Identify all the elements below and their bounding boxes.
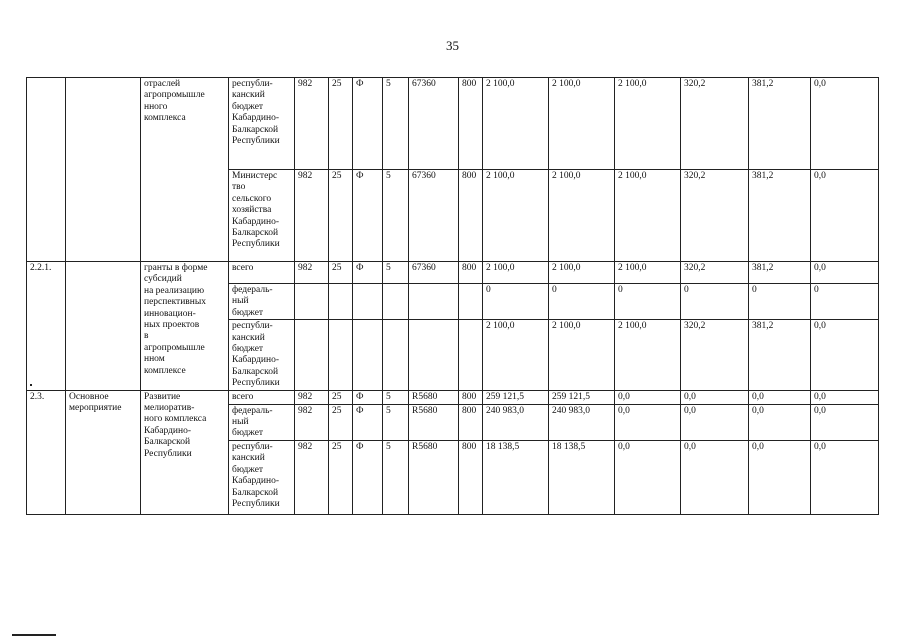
table-cell: 2 100,0 (483, 170, 549, 262)
table-cell: 0,0 (811, 404, 879, 440)
table-cell: 320,2 (681, 78, 749, 170)
table-cell: 25 (329, 78, 353, 170)
table-cell: 0,0 (615, 404, 681, 440)
table-cell: 18 138,5 (483, 440, 549, 514)
table-cell (383, 284, 409, 320)
table-cell: 0 (681, 284, 749, 320)
table-cell: 0,0 (749, 390, 811, 404)
table-cell: R5680 (409, 440, 459, 514)
budget-table (26, 77, 879, 515)
table-cell: R5680 (409, 390, 459, 404)
table-cell: 0,0 (681, 390, 749, 404)
table-cell: 320,2 (681, 262, 749, 284)
table-cell: республи- канский бюджет Кабардино- Балкарской Республики (229, 320, 295, 390)
table-cell: 0,0 (811, 262, 879, 284)
table-cell: 320,2 (681, 170, 749, 262)
table-cell: 5 (383, 390, 409, 404)
table-cell: 982 (295, 440, 329, 514)
table-cell: 800 (459, 404, 483, 440)
table-cell: Ф (353, 170, 383, 262)
table-cell: 259 121,5 (483, 390, 549, 404)
table-cell: 381,2 (749, 170, 811, 262)
table-cell: 5 (383, 404, 409, 440)
table-cell: 18 138,5 (549, 440, 615, 514)
table-cell: 0,0 (681, 440, 749, 514)
table-cell: 2.3. (27, 390, 66, 514)
table-cell: Ф (353, 78, 383, 170)
table-cell: отраслей агропромышле нного комплекса (141, 78, 229, 262)
table-cell (295, 320, 329, 390)
table-cell: Развитие мелиоратив- ного комплекса Кабардино- Балкарской Республики (141, 390, 229, 514)
table-cell: 240 983,0 (483, 404, 549, 440)
table-cell: 800 (459, 390, 483, 404)
table-cell (329, 284, 353, 320)
table-cell: 240 983,0 (549, 404, 615, 440)
table-cell: федераль- ный бюджет (229, 284, 295, 320)
table-cell: 800 (459, 262, 483, 284)
table-cell: Министерс тво сельского хозяйства Кабардино- Балкарской Республики (229, 170, 295, 262)
table-cell (409, 284, 459, 320)
table-cell: федераль- ный бюджет (229, 404, 295, 440)
table-cell: 0,0 (811, 390, 879, 404)
table-cell: Ф (353, 390, 383, 404)
table-cell: 2.2.1. (27, 262, 66, 391)
table-cell: 67360 (409, 262, 459, 284)
table-cell: R5680 (409, 404, 459, 440)
table-cell: республи- канский бюджет Кабардино- Балкарской Республики (229, 78, 295, 170)
table-cell: 982 (295, 262, 329, 284)
table-cell: 0,0 (811, 320, 879, 390)
table-cell: 0 (615, 284, 681, 320)
table-cell: республи- канский бюджет Кабардино- Балкарской Республики (229, 440, 295, 514)
table-cell: 259 121,5 (549, 390, 615, 404)
table-cell: 25 (329, 262, 353, 284)
table-cell: всего (229, 390, 295, 404)
table-cell: 2 100,0 (549, 262, 615, 284)
table-cell: 2 100,0 (549, 78, 615, 170)
table-cell: 5 (383, 440, 409, 514)
table-cell: 2 100,0 (615, 78, 681, 170)
table-row (27, 78, 879, 170)
table-cell: 0 (811, 284, 879, 320)
table-cell: 381,2 (749, 320, 811, 390)
table-cell: 2 100,0 (549, 170, 615, 262)
table-cell: 0,0 (811, 170, 879, 262)
table-cell: 2 100,0 (615, 320, 681, 390)
table-cell (66, 78, 141, 262)
table-cell: 2 100,0 (615, 170, 681, 262)
table-cell (27, 78, 66, 262)
table-cell: 25 (329, 390, 353, 404)
page-number: 35 (446, 38, 459, 53)
table-cell (459, 320, 483, 390)
table-cell: 982 (295, 404, 329, 440)
scan-dot (30, 384, 32, 386)
table-cell: 67360 (409, 170, 459, 262)
table-cell: Ф (353, 404, 383, 440)
table-cell: 0 (749, 284, 811, 320)
table-cell: 982 (295, 78, 329, 170)
table-cell: гранты в форме субсидий на реализацию перспективных инновацион- ных проектов в агропромышле нном комплексе (141, 262, 229, 391)
table-cell: 800 (459, 170, 483, 262)
table-cell: 381,2 (749, 262, 811, 284)
table-cell (66, 262, 141, 391)
table-cell: 800 (459, 78, 483, 170)
table-cell: 2 100,0 (483, 78, 549, 170)
table-cell: 0,0 (681, 404, 749, 440)
table-cell: 25 (329, 440, 353, 514)
table-cell: 0,0 (811, 440, 879, 514)
table-cell: 0,0 (749, 404, 811, 440)
table-cell: 800 (459, 440, 483, 514)
table-cell: Ф (353, 440, 383, 514)
table-cell: 0 (483, 284, 549, 320)
scan-edge-mark (12, 634, 56, 636)
table-cell: 25 (329, 404, 353, 440)
table-cell: всего (229, 262, 295, 284)
table-cell: Основное мероприятие (66, 390, 141, 514)
table-cell (459, 284, 483, 320)
table-cell: 0,0 (615, 440, 681, 514)
table-cell (409, 320, 459, 390)
table-cell: 982 (295, 170, 329, 262)
table-cell: 2 100,0 (483, 262, 549, 284)
table-cell: 0 (549, 284, 615, 320)
table-cell: 0,0 (749, 440, 811, 514)
table-cell (329, 320, 353, 390)
table-cell: 2 100,0 (549, 320, 615, 390)
table-row (27, 390, 879, 404)
table-cell: 5 (383, 78, 409, 170)
table-cell: 5 (383, 170, 409, 262)
table-cell: 5 (383, 262, 409, 284)
table-cell: 320,2 (681, 320, 749, 390)
table-cell: 2 100,0 (483, 320, 549, 390)
table-cell: 2 100,0 (615, 262, 681, 284)
table-cell: 0,0 (615, 390, 681, 404)
table-cell: 982 (295, 390, 329, 404)
table-cell: 25 (329, 170, 353, 262)
table-cell: 67360 (409, 78, 459, 170)
table-cell (353, 320, 383, 390)
table-row (27, 262, 879, 284)
table-cell: 381,2 (749, 78, 811, 170)
table-cell: Ф (353, 262, 383, 284)
table-cell (295, 284, 329, 320)
table-cell: 0,0 (811, 78, 879, 170)
table-cell (353, 284, 383, 320)
table-cell (383, 320, 409, 390)
